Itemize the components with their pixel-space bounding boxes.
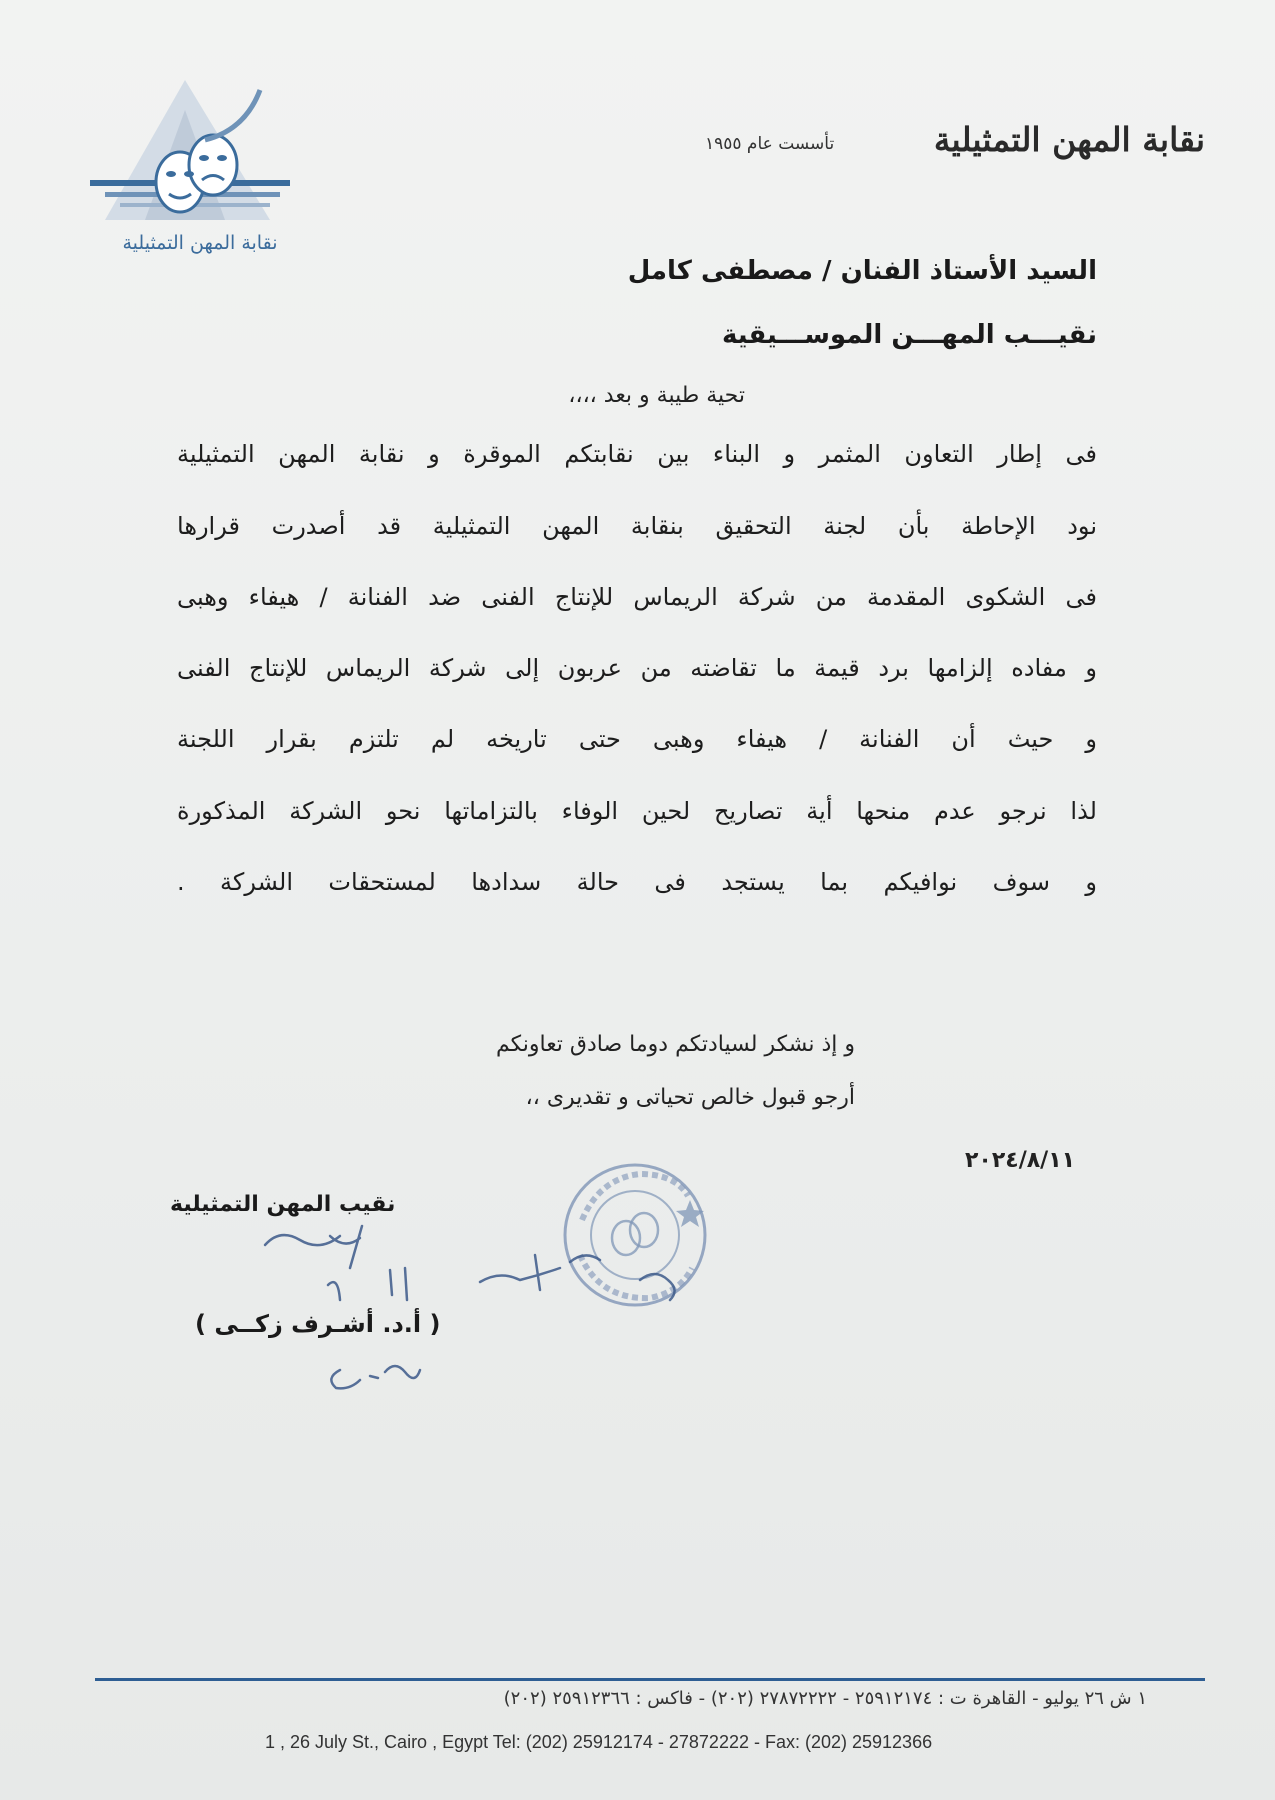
body-line: فى إطار التعاون المثمر و البناء بين نقابتكم الموقرة و نقابة المهن التمثيلية <box>177 440 1097 468</box>
footer-divider <box>95 1678 1205 1681</box>
signatory-title: نقيب المهن التمثيلية <box>170 1192 396 1217</box>
closing-line: أرجو قبول خالص تحياتى و تقديرى ،، <box>525 1085 855 1110</box>
body-line: فى الشكوى المقدمة من شركة الريماس للإنتاج الفنى ضد الفنانة / هيفاء وهبى <box>177 583 1097 611</box>
body-line: و حيث أن الفنانة / هيفاء وهبى حتى تاريخه لم تلتزم بقرار اللجنة <box>177 725 1097 753</box>
logo-caption: نقابة المهن التمثيلية <box>122 232 278 254</box>
signatory-name: ( أ.د. أشـرف زكــى ) <box>195 1310 441 1338</box>
footer-address-english: 1 , 26 July St., Cairo , Egypt Tel: (202) 25912174 - 27872222 - Fax: (202) 25912366 <box>265 1732 933 1752</box>
founded-year: تأسست عام ١٩٥٥ <box>705 134 835 154</box>
letter-date: ٢٠٢٤/٨/١١ <box>965 1148 1076 1173</box>
footer-address-arabic: ١ ش ٢٦ يوليو - القاهرة ت : ٢٥٩١٢١٧٤ - ٢٧٨٧٢٢٢٢ (٢٠٢) - فاكس : ٢٥٩١٢٣٦٦ (٢٠٢) <box>503 1688 1147 1709</box>
closing-line: و إذ نشكر لسيادتكم دوما صادق تعاونكم <box>495 1032 855 1057</box>
body-line: و مفاده إلزامها برد قيمة ما تقاضته من عربون إلى شركة الريماس للإنتاج الفنى <box>177 654 1097 682</box>
addressee-name: السيد الأستاذ الفنان / مصطفى كامل <box>627 256 1097 286</box>
org-name: نقابة المهن التمثيلية <box>933 120 1205 159</box>
addressee-title: نقيـــب المهـــن الموســـيقية <box>721 320 1097 350</box>
body-line: لذا نرجو عدم منحها أية تصاريح لحين الوفاء بالتزاماتها نحو الشركة المذكورة <box>177 797 1097 825</box>
body-line: نود الإحاطة بأن لجنة التحقيق بنقابة المهن التمثيلية قد أصدرت قرارها <box>177 512 1097 540</box>
body-line: و سوف نوافيكم بما يستجد فى حالة سدادها لمستحقات الشركة . <box>177 868 1097 896</box>
greeting: تحية طيبة و بعد ،،،، <box>568 383 745 408</box>
